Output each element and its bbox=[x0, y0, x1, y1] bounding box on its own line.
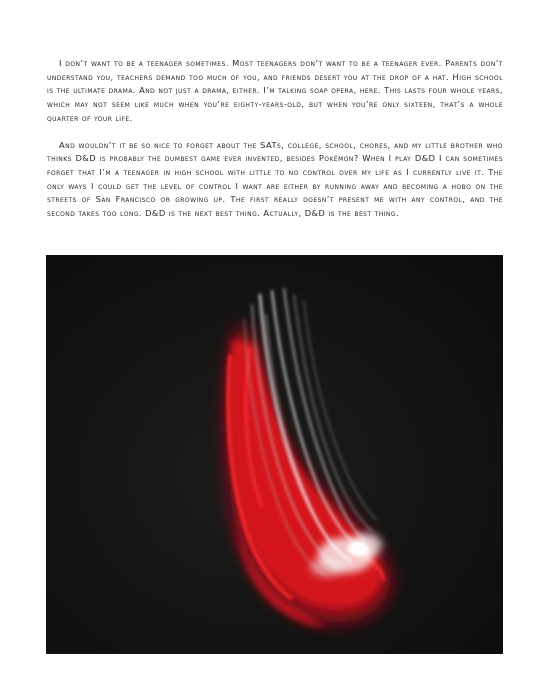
paragraph-1: I don’t want to be a teenager sometimes. Most teenagers don’t want to be a teenager ever. Parents don’t understand you, teachers demand too much of you, and friends desert you at the drop of a hat. High school is the ultimate drama. And not just a drama, either. I’m talking soap opera, here. This lasts four whole years, which may not seem like much when you’re eighty-years-old, but when you’re only sixteen, that’s a whole quarter of your life. bbox=[47, 58, 503, 123]
body-text bbox=[47, 57, 503, 221]
motion-blur-photo bbox=[46, 255, 503, 654]
paragraph-2: And wouldn’t it be so nice to forget about the SATs, college, school, chores, and my little brother who thinks D&D is probably the dumbest game ever invented, besides Pokémon? When I play D&D I can sometimes forget that I’m a teenager in high school with little to no control over my life as I currently live it. The only ways I could get the level of control I want are either by running away and becoming a hobo on the streets of San Francisco or growing up. The first really doesn’t present me with any control, and the second takes too long. D&D is the next best thing. Actually, D&D is the best thing. bbox=[47, 139, 503, 219]
photo-artwork bbox=[46, 255, 503, 654]
